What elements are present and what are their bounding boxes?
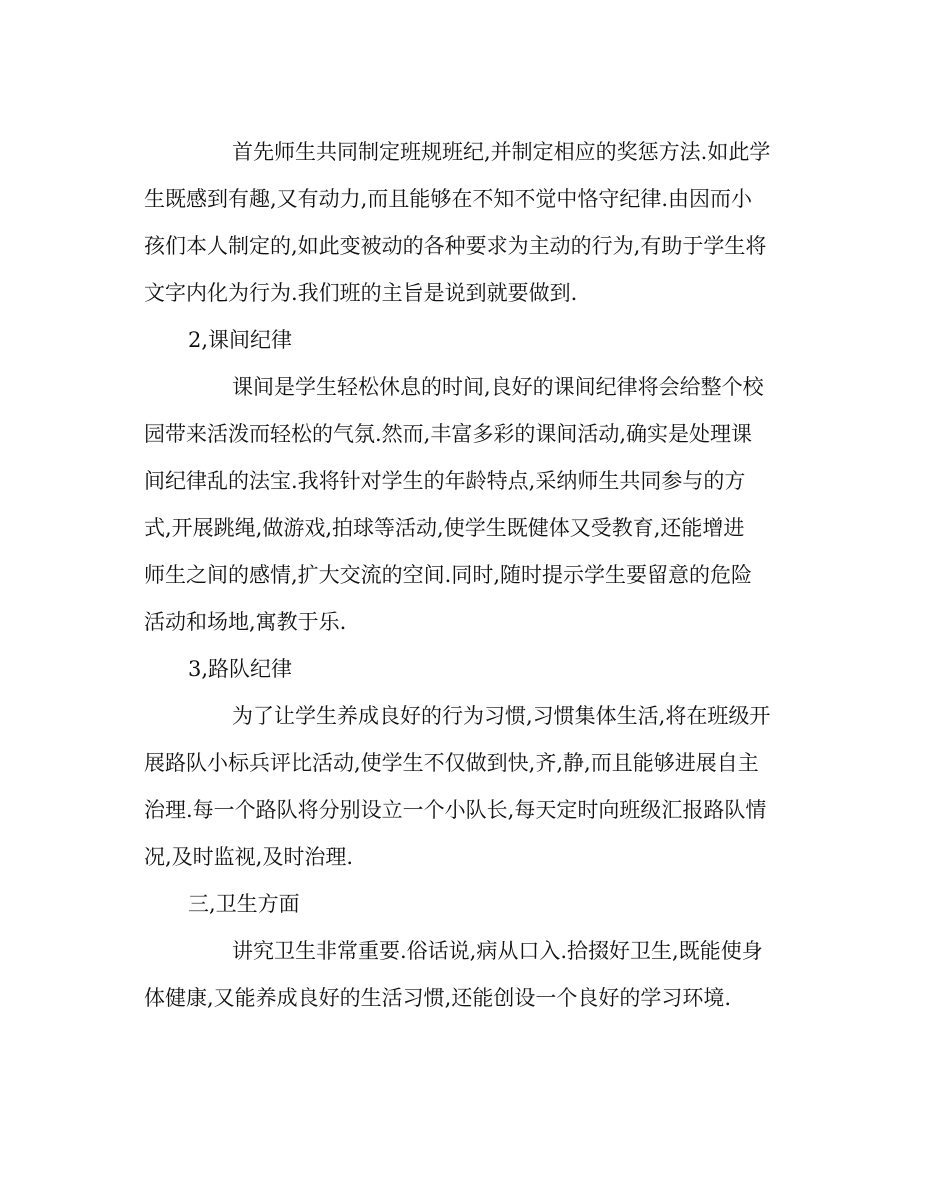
text-line: 间纪律乱的法宝.我将针对学生的年龄特点,采纳师生共同参与的方 — [144, 469, 746, 493]
paragraph-class-rules — [144, 129, 808, 317]
text-line: 园带来活泼而轻松的气氛.然而,丰富多彩的课间活动,确实是处理课 — [144, 422, 753, 446]
text-line: 为了让学生养成良好的行为习惯,习惯集体生活,将在班级开 — [232, 704, 771, 728]
text-line: 孩们本人制定的,如此变被动的各种要求为主动的行为,有助于学生将 — [144, 234, 767, 258]
heading-queue-discipline: 3,路队纪律 — [188, 657, 293, 681]
text-line: 首先师生共同制定班规班纪,并制定相应的奖惩方法.如此学 — [232, 140, 771, 164]
text-line: 文字内化为行为.我们班的主旨是说到就要做到. — [144, 281, 578, 305]
paragraph-hygiene — [144, 928, 808, 1022]
text-line: 生既感到有趣,又有动力,而且能够在不知不觉中恪守纪律.由因而小 — [144, 187, 753, 211]
document-body — [144, 129, 808, 1022]
text-line: 式,开展跳绳,做游戏,拍球等活动,使学生既健体又受教育,还能增进 — [144, 516, 745, 540]
text-line: 师生之间的感情,扩大交流的空间.同时,随时提示学生要留意的危险 — [144, 563, 753, 587]
paragraph-queue-discipline — [144, 693, 808, 881]
text-line: 展路队小标兵评比活动,使学生不仅做到快,齐,静,而且能够进展自主 — [144, 751, 759, 775]
text-line: 活动和场地,寓教于乐. — [144, 610, 347, 634]
heading-break-discipline: 2,课间纪律 — [188, 328, 293, 352]
text-line: 治理.每一个路队将分别设立一个小队长,每天定时向班级汇报路队情 — [144, 798, 767, 822]
text-line: 况,及时监视,及时治理. — [144, 845, 354, 869]
paragraph-break-discipline — [144, 364, 808, 646]
text-line: 课间是学生轻松休息的时间,良好的课间纪律将会给整个校 — [232, 375, 764, 399]
text-line: 体健康,又能养成良好的生活习惯,还能创设一个良好的学习环境. — [144, 986, 732, 1010]
text-line: 讲究卫生非常重要.俗话说,病从口入.拾掇好卫生,既能使身 — [232, 939, 763, 963]
heading-hygiene: 三,卫生方面 — [188, 892, 300, 916]
